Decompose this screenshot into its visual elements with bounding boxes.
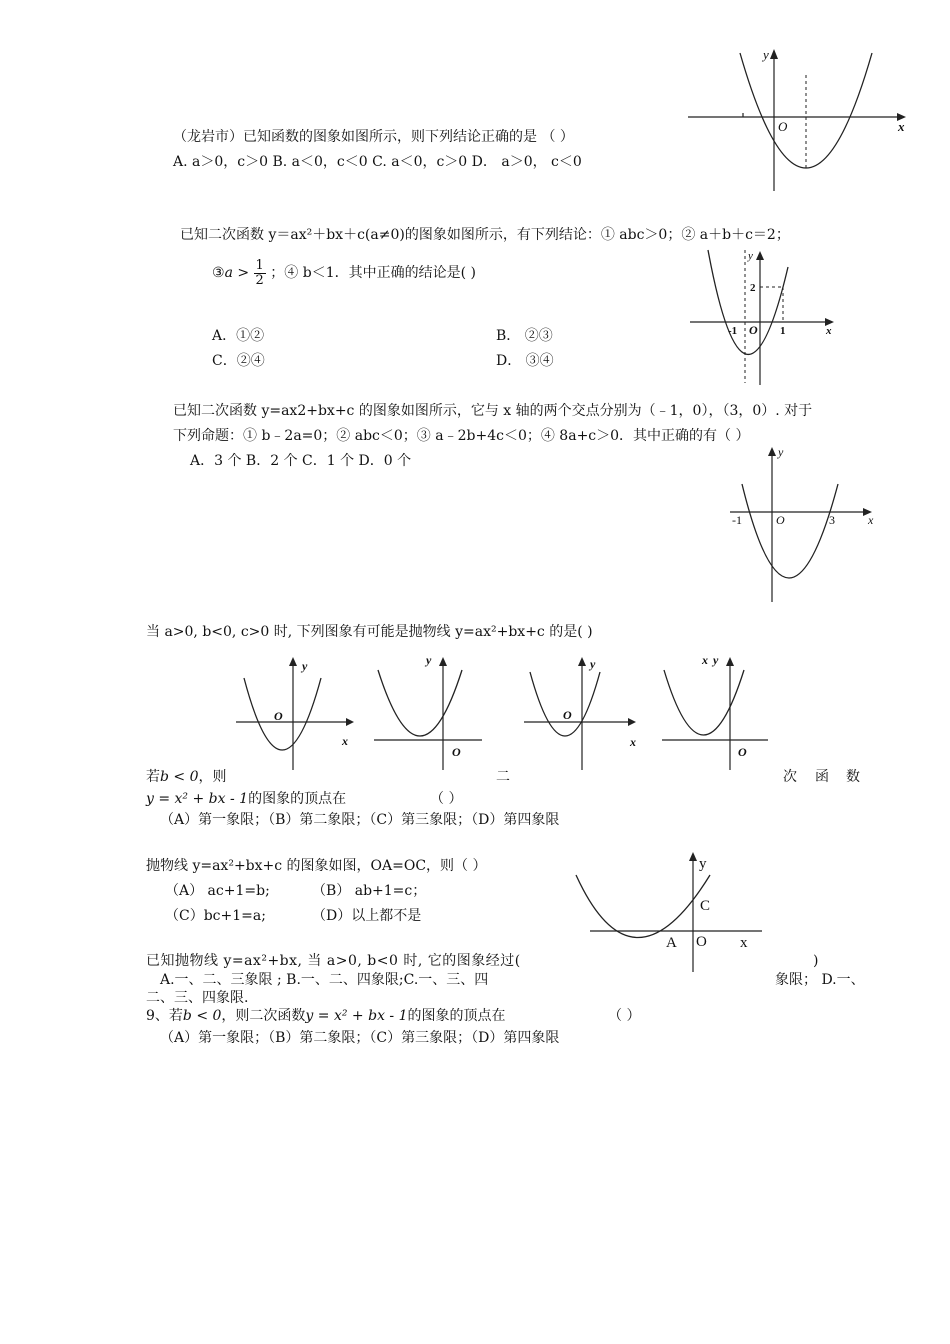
q9-number: 9、若 xyxy=(146,1008,183,1024)
y-label: y xyxy=(699,856,707,872)
origin-label: O xyxy=(778,119,788,134)
x-label: x xyxy=(740,935,748,951)
q9-options: （A）第一象限；（B）第二象限；（C）第三象限；（D）第四象限 xyxy=(160,1030,560,1046)
q2-cond3-prefix: ③ xyxy=(212,265,225,281)
tick-label-2: 2 xyxy=(750,282,756,294)
q2-option-d: D． ③④ xyxy=(496,353,554,369)
parabola xyxy=(378,670,462,736)
q6-option-c: （C）bc+1=a; xyxy=(165,908,266,924)
q5-options: （A）第一象限；（B）第二象限；（C）第三象限；（D）第四象限 xyxy=(160,812,560,828)
q2-option-b: B． ②③ xyxy=(496,328,553,344)
y-label: y xyxy=(763,47,769,62)
y-arrow-icon xyxy=(770,49,778,59)
q6-option-d: （D）以上都不是 xyxy=(312,908,422,924)
q2-option-a: A．①② xyxy=(212,328,265,344)
origin-label: O xyxy=(452,745,461,759)
q9-mid: ，则二次函数 xyxy=(221,1008,306,1024)
q4-graph-d xyxy=(658,650,783,775)
frac-denominator: 2 xyxy=(255,272,264,288)
q7-line2-end: 象限； D.一、 xyxy=(775,972,865,988)
q2-condition-3 xyxy=(212,256,476,290)
q3-options: A．3 个 B．2 个 C．1 个 D．0 个 xyxy=(190,453,412,469)
y-arrow-icon xyxy=(289,657,297,666)
frac-numerator: 1 xyxy=(255,257,264,273)
x-label: x xyxy=(898,119,905,134)
q2-graph xyxy=(690,245,840,390)
origin-label: O xyxy=(738,745,747,759)
q9-condition: b < 0 xyxy=(182,1008,222,1024)
q6-option-a: （A） ac+1=b; xyxy=(165,883,270,899)
parabola xyxy=(708,250,788,354)
q2-cond3-var: a > xyxy=(224,265,250,281)
q5-han: 函 xyxy=(815,769,829,785)
q9-function: y = x² + bx - 1 xyxy=(305,1008,408,1024)
q9-paren: （ ） xyxy=(608,1008,641,1024)
x-arrow-icon xyxy=(628,718,636,726)
tick-label-3: 3 xyxy=(829,513,835,527)
y-arrow-icon xyxy=(768,447,776,456)
origin-label: O xyxy=(749,323,758,337)
x-label: x xyxy=(342,734,348,748)
y-label: y xyxy=(748,250,753,262)
q1-graph xyxy=(688,45,918,195)
y-label: y xyxy=(590,657,596,671)
y-label: y xyxy=(302,659,308,673)
y-arrow-icon xyxy=(578,657,586,666)
q4-graph-b xyxy=(370,650,495,775)
q2-stem: 已知二次函数 y＝ax²＋bx＋c(a≠0)的图象如图所示，有下列结论：① abc＞0；② a＋b＋c＝2； xyxy=(180,227,790,243)
q6-option-b: （B） ab+1=c； xyxy=(312,883,427,899)
x-label: x xyxy=(826,325,832,337)
origin-label: O xyxy=(696,934,707,950)
tick-label-1: 1 xyxy=(780,325,786,337)
origin-label: O xyxy=(776,513,785,527)
q5-function: y = x² + bx - 1 xyxy=(146,791,249,807)
tick-label-neg1: -1 xyxy=(728,325,738,337)
parabola xyxy=(740,53,872,168)
q4-graph-c xyxy=(524,650,649,775)
q7-line3: 二、三、四象限. xyxy=(146,990,249,1006)
q1-stem: （龙岩市）已知函数的图象如图所示，则下列结论正确的是 （ ） xyxy=(173,129,574,145)
tick-label-neg1: -1 xyxy=(732,513,742,527)
q4-stem: 当 a>0, b<0, c>0 时, 下列图象有可能是抛物线 y=ax²+bx+c 的是( ) xyxy=(146,624,593,640)
q6-graph xyxy=(570,848,780,976)
q5-line2 xyxy=(146,790,346,808)
q5-stem-end: 的图象的顶点在 xyxy=(248,791,347,807)
q9-stem xyxy=(146,1007,506,1025)
point-c-label: C xyxy=(700,898,711,914)
y-label: y xyxy=(426,653,432,667)
q5-ze: ，则 xyxy=(198,769,227,785)
y-arrow-icon xyxy=(726,657,734,666)
x-label: x xyxy=(868,513,874,527)
parabola xyxy=(576,875,710,938)
q6-stem: 抛物线 y=ax²+bx+c 的图象如图，OA=OC，则（ ） xyxy=(146,858,487,874)
q2-fraction xyxy=(254,259,266,288)
x-label: x xyxy=(630,735,636,749)
q7-line1: 已知抛物线 y=ax²+bx, 当 a>0, b<0 时, 它的图象经过( xyxy=(146,953,521,969)
q5-line1-start xyxy=(146,768,227,786)
x-arrow-icon xyxy=(346,718,354,726)
point-a-label: A xyxy=(666,935,677,951)
y-label: y xyxy=(778,445,784,459)
q3-line2: 下列命题：① b﹣2a=0；② abc＜0；③ a﹣2b+4c＜0；④ 8a+c＞0．其中正确的有（ ） xyxy=(173,428,750,444)
parabola xyxy=(742,484,838,578)
q5-shu: 数 xyxy=(846,769,860,785)
y-arrow-icon xyxy=(439,657,447,666)
q2-option-c: C．②④ xyxy=(212,353,265,369)
y-arrow-icon xyxy=(689,852,697,861)
origin-label: O xyxy=(274,709,283,723)
q3-graph xyxy=(728,440,888,605)
q5-er: 二 xyxy=(496,769,510,785)
parabola xyxy=(530,672,600,736)
x-label: x xyxy=(702,653,708,667)
q7-line2: A.一、二、三象限 ; B.一、二、四象限;C.一、三、四 xyxy=(160,972,489,988)
origin-label: O xyxy=(563,708,572,722)
q2-cond3-suffix: ；④ b＜1．其中正确的结论是( ) xyxy=(270,265,476,281)
q5-ruo: 若 xyxy=(146,769,160,785)
q7-line1-end: ) xyxy=(813,953,819,969)
q4-graph-a xyxy=(236,650,361,775)
q5-paren: （ ） xyxy=(430,791,463,807)
q5-condition: b < 0 xyxy=(160,769,199,785)
q5-ci: 次 xyxy=(783,769,797,785)
q1-options: A. a＞0，c＞0 B. a＜0，c＜0 C. a＜0，c＞0 D． a＞0， c＜0 xyxy=(173,154,582,170)
y-label: y xyxy=(713,653,719,667)
q9-stem-end: 的图象的顶点在 xyxy=(407,1008,506,1024)
parabola xyxy=(664,670,744,735)
q3-line1: 已知二次函数 y=ax2+bx+c 的图象如图所示，它与 x 轴的两个交点分别为（﹣1，0），（3，0）. 对于 xyxy=(173,403,813,419)
y-arrow-icon xyxy=(756,251,764,260)
